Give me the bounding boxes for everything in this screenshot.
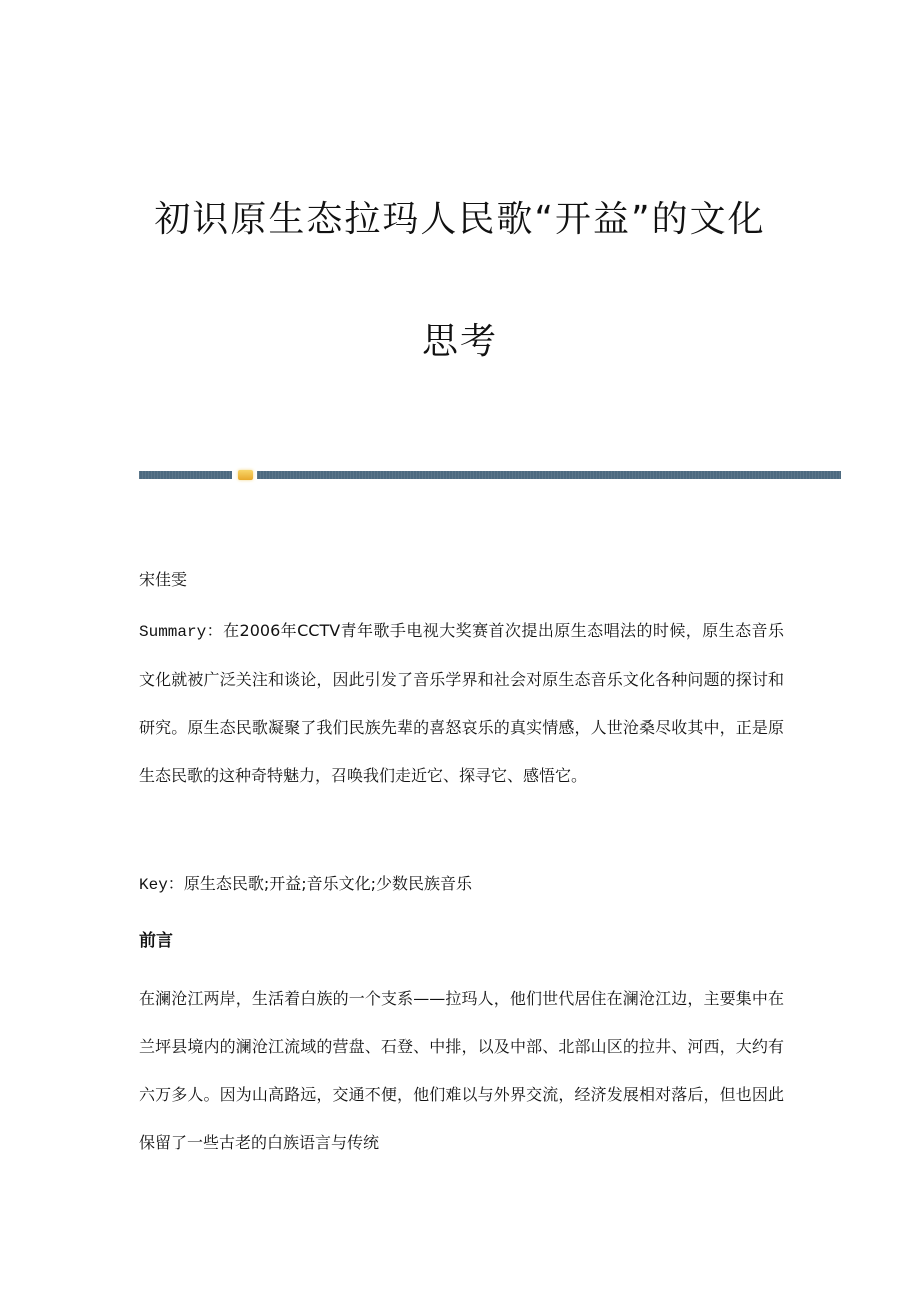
- keywords-paragraph: [139, 860, 784, 909]
- divider-bar-right: [257, 471, 841, 479]
- summary-label: Summary：: [139, 623, 224, 641]
- section-heading: 前言: [139, 931, 173, 951]
- document-title-line-2: 思考: [421, 321, 498, 362]
- author-name: 宋佳雯: [139, 570, 188, 589]
- keywords-text: 原生态民歌;开益;音乐文化;少数民族音乐: [183, 874, 472, 893]
- document-title-line-1: 初识原生态拉玛人民歌“开益”的文化: [154, 199, 766, 240]
- keywords-label: Key：: [139, 876, 184, 894]
- body-paragraph: 在澜沧江两岸，生活着白族的一个支系——拉玛人，他们世代居住在澜沧江边，主要集中在兰坪县境内的澜沧江流域的营盘、石登、中排，以及中部、北部山区的拉井、河西，大约有六万多人。因为山高路远，交通不便，他们难以与外界交流，经济发展相对落后，但也因此保留了一些古老的白族语言与传统: [139, 989, 784, 1152]
- divider-bar-left: [139, 471, 232, 479]
- decorative-divider: [139, 470, 841, 480]
- divider-gem-icon: [238, 470, 253, 480]
- summary-text: 在2006年CCTV青年歌手电视大奖赛首次提出原生态唱法的时候，原生态音乐文化就被广泛关注和谈论，因此引发了音乐学界和社会对原生态音乐文化各种问题的探讨和研究。原生态民歌凝聚了我们民族先辈的喜怒哀乐的真实情感，人世沧桑尽收其中，正是原生态民歌的这种奇特魅力，召唤我们走近它、探寻它、感悟它。: [139, 621, 784, 785]
- summary-paragraph: [139, 607, 784, 800]
